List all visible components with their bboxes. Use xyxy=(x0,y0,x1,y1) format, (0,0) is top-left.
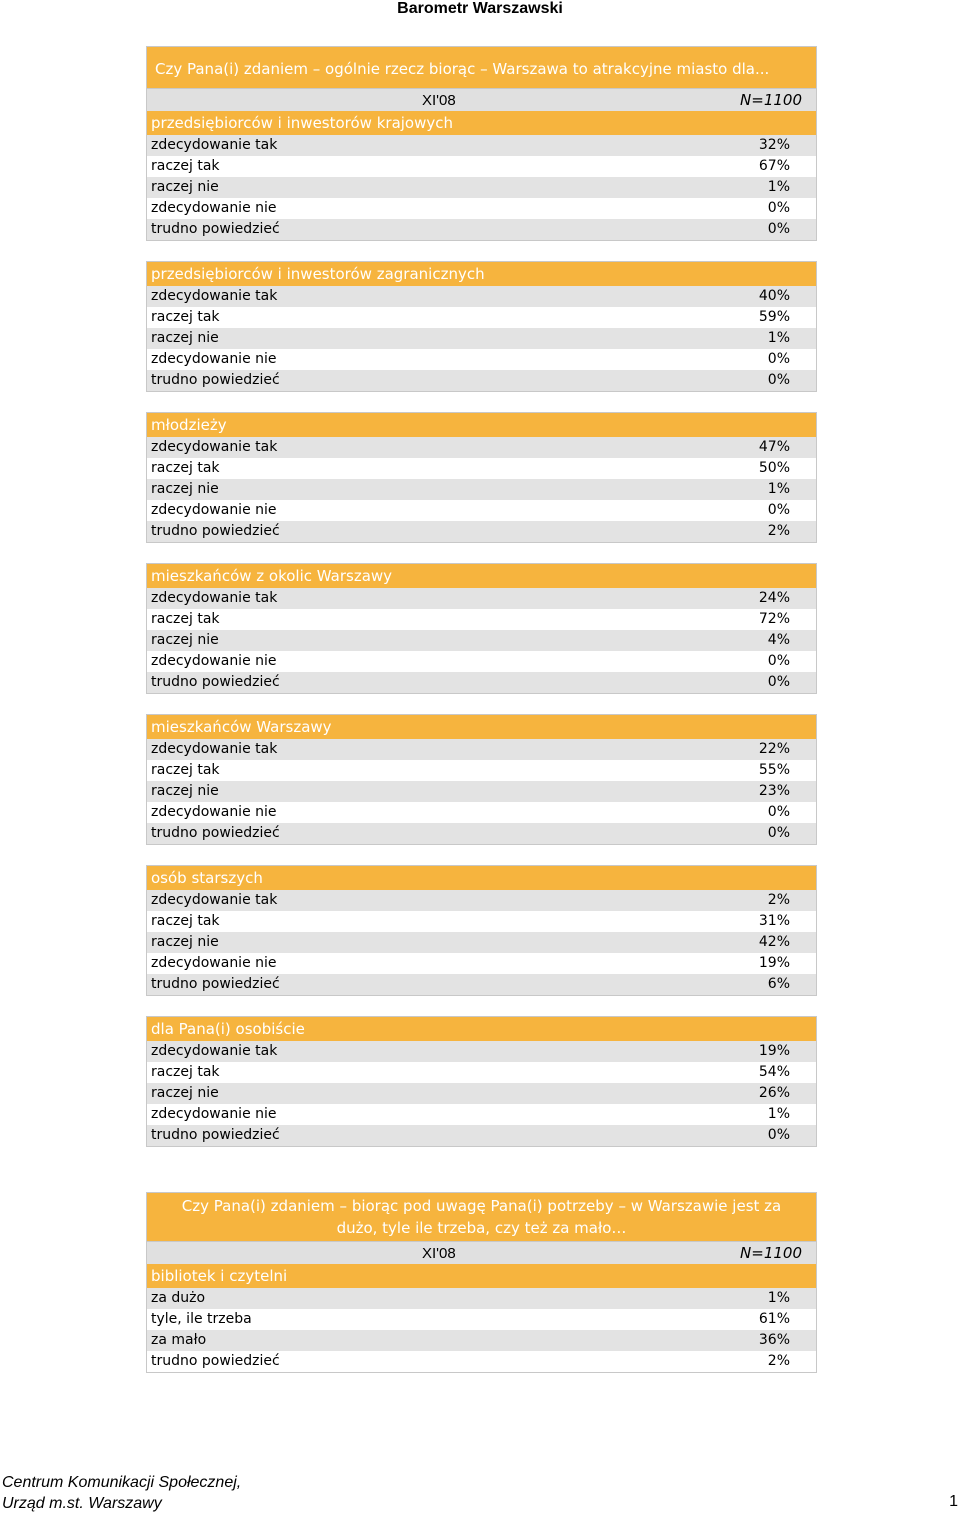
table-row xyxy=(147,823,816,844)
table-row xyxy=(147,1351,816,1372)
answer-percentage: 1% xyxy=(767,481,790,497)
answer-label: raczej tak xyxy=(151,913,220,929)
answer-percentage: 61% xyxy=(758,1311,790,1327)
answer-percentage: 22% xyxy=(758,741,790,757)
table-row xyxy=(147,651,816,672)
answer-percentage: 59% xyxy=(758,309,790,325)
answer-percentage: 23% xyxy=(758,783,790,799)
table-section xyxy=(146,412,817,543)
answer-percentage: 67% xyxy=(758,158,790,174)
table-row xyxy=(147,630,816,651)
section-rows xyxy=(147,890,816,995)
section-title: przedsiębiorców i inwestorów zagranicznych xyxy=(147,262,816,286)
section-rows xyxy=(147,286,816,391)
table-row xyxy=(147,328,816,349)
answer-percentage: 26% xyxy=(758,1085,790,1101)
answer-label: raczej nie xyxy=(151,1085,219,1101)
answer-percentage: 0% xyxy=(767,502,790,518)
section-rows xyxy=(147,437,816,542)
section-title: przedsiębiorców i inwestorów krajowych xyxy=(147,111,816,135)
answer-label: trudno powiedzieć xyxy=(151,372,280,388)
table-row xyxy=(147,911,816,932)
footer-office: Urząd m.st. Warszawy xyxy=(2,1495,162,1512)
answer-percentage: 1% xyxy=(767,1106,790,1122)
answer-label: trudno powiedzieć xyxy=(151,1353,280,1369)
table-row xyxy=(147,1062,816,1083)
answer-label: raczej nie xyxy=(151,783,219,799)
table-section xyxy=(146,865,817,996)
table-row xyxy=(147,307,816,328)
page-number: 1 xyxy=(949,1493,958,1510)
sample-size: N=1100 xyxy=(740,91,802,109)
answer-percentage: 2% xyxy=(767,523,790,539)
answer-label: zdecydowanie tak xyxy=(151,1043,278,1059)
question-2-table xyxy=(146,1192,817,1393)
table-row xyxy=(147,760,816,781)
page-title: Barometr Warszawski xyxy=(397,0,563,17)
answer-label: za mało xyxy=(151,1332,207,1348)
table-row xyxy=(147,1104,816,1125)
answer-label: zdecydowanie nie xyxy=(151,653,277,669)
answer-percentage: 47% xyxy=(758,439,790,455)
table-row xyxy=(147,521,816,542)
table-row xyxy=(147,500,816,521)
answer-percentage: 0% xyxy=(767,825,790,841)
answer-percentage: 0% xyxy=(767,200,790,216)
table-row xyxy=(147,1041,816,1062)
answer-percentage: 55% xyxy=(758,762,790,778)
answer-percentage: 0% xyxy=(767,351,790,367)
answer-percentage: 40% xyxy=(758,288,790,304)
section-title: dla Pana(i) osobiście xyxy=(147,1017,816,1041)
answer-label: raczej tak xyxy=(151,309,220,325)
answer-label: raczej tak xyxy=(151,611,220,627)
answer-label: trudno powiedzieć xyxy=(151,1127,280,1143)
table-row xyxy=(147,458,816,479)
answer-label: raczej tak xyxy=(151,1064,220,1080)
table-section xyxy=(146,1016,817,1147)
answer-label: raczej tak xyxy=(151,762,220,778)
table-row xyxy=(147,609,816,630)
answer-label: zdecydowanie tak xyxy=(151,137,278,153)
answer-percentage: 0% xyxy=(767,372,790,388)
answer-percentage: 42% xyxy=(758,934,790,950)
table-row xyxy=(147,932,816,953)
answer-label: zdecydowanie nie xyxy=(151,502,277,518)
table-row xyxy=(147,437,816,458)
question-1-sections xyxy=(146,111,817,1147)
table-row xyxy=(147,349,816,370)
survey-period: XI'08 xyxy=(422,1244,456,1262)
answer-percentage: 50% xyxy=(758,460,790,476)
answer-percentage: 19% xyxy=(758,955,790,971)
answer-label: raczej nie xyxy=(151,179,219,195)
section-rows xyxy=(147,739,816,844)
answer-label: zdecydowanie tak xyxy=(151,288,278,304)
answer-label: raczej nie xyxy=(151,330,219,346)
question-2-meta xyxy=(146,1242,817,1264)
table-row xyxy=(147,588,816,609)
answer-label: zdecydowanie tak xyxy=(151,590,278,606)
answer-label: raczej nie xyxy=(151,934,219,950)
footer xyxy=(2,1472,241,1514)
table-row xyxy=(147,198,816,219)
answer-percentage: 1% xyxy=(767,179,790,195)
answer-percentage: 72% xyxy=(758,611,790,627)
answer-label: trudno powiedzieć xyxy=(151,674,280,690)
table-row xyxy=(147,219,816,240)
question-2-sections xyxy=(146,1264,817,1373)
section-title: młodzieży xyxy=(147,413,816,437)
table-row xyxy=(147,953,816,974)
answer-label: trudno powiedzieć xyxy=(151,825,280,841)
table-row xyxy=(147,370,816,391)
table-row xyxy=(147,1083,816,1104)
section-title: bibliotek i czytelni xyxy=(147,1264,816,1288)
table-section xyxy=(146,261,817,392)
answer-percentage: 0% xyxy=(767,221,790,237)
answer-percentage: 1% xyxy=(767,330,790,346)
answer-percentage: 36% xyxy=(758,1332,790,1348)
answer-label: raczej tak xyxy=(151,460,220,476)
answer-percentage: 4% xyxy=(767,632,790,648)
section-rows xyxy=(147,1041,816,1146)
answer-label: zdecydowanie nie xyxy=(151,200,277,216)
table-row xyxy=(147,781,816,802)
sample-size: N=1100 xyxy=(740,1244,802,1262)
answer-percentage: 6% xyxy=(767,976,790,992)
answer-label: zdecydowanie tak xyxy=(151,439,278,455)
question-1-title: Czy Pana(i) zdaniem – ogólnie rzecz biorąc – Warszawa to atrakcyjne miasto dla... xyxy=(146,46,817,89)
table-section xyxy=(146,563,817,694)
table-row xyxy=(147,156,816,177)
answer-percentage: 0% xyxy=(767,1127,790,1143)
question-1-table xyxy=(146,46,817,1167)
answer-label: trudno powiedzieć xyxy=(151,976,280,992)
table-row xyxy=(147,1288,816,1309)
answer-label: raczej tak xyxy=(151,158,220,174)
answer-label: trudno powiedzieć xyxy=(151,221,280,237)
answer-percentage: 32% xyxy=(758,137,790,153)
table-row xyxy=(147,739,816,760)
answer-percentage: 0% xyxy=(767,653,790,669)
table-section xyxy=(146,111,817,241)
answer-label: raczej nie xyxy=(151,481,219,497)
table-row xyxy=(147,1309,816,1330)
answer-percentage: 2% xyxy=(767,1353,790,1369)
section-title: osób starszych xyxy=(147,866,816,890)
survey-period: XI'08 xyxy=(422,91,456,109)
answer-percentage: 24% xyxy=(758,590,790,606)
answer-percentage: 19% xyxy=(758,1043,790,1059)
table-row xyxy=(147,479,816,500)
answer-percentage: 2% xyxy=(767,892,790,908)
section-rows xyxy=(147,588,816,693)
answer-label: trudno powiedzieć xyxy=(151,523,280,539)
table-row xyxy=(147,802,816,823)
table-row xyxy=(147,672,816,693)
answer-label: zdecydowanie nie xyxy=(151,955,277,971)
answer-label: zdecydowanie nie xyxy=(151,804,277,820)
answer-percentage: 1% xyxy=(767,1290,790,1306)
answer-label: zdecydowanie nie xyxy=(151,1106,277,1122)
section-rows xyxy=(147,1288,816,1372)
answer-label: tyle, ile trzeba xyxy=(151,1311,252,1327)
table-row xyxy=(147,1330,816,1351)
answer-label: zdecydowanie tak xyxy=(151,892,278,908)
table-section xyxy=(146,1264,817,1373)
section-rows xyxy=(147,135,816,240)
table-row xyxy=(147,135,816,156)
answer-percentage: 0% xyxy=(767,804,790,820)
question-2-title: Czy Pana(i) zdaniem – biorąc pod uwagę Pana(i) potrzeby – w Warszawie jest za dużo, tyle ile trzeba, czy też za mało… xyxy=(146,1192,817,1242)
table-row xyxy=(147,974,816,995)
answer-label: zdecydowanie nie xyxy=(151,351,277,367)
answer-label: zdecydowanie tak xyxy=(151,741,278,757)
table-row xyxy=(147,286,816,307)
table-section xyxy=(146,714,817,845)
answer-percentage: 54% xyxy=(758,1064,790,1080)
section-title: mieszkańców z okolic Warszawy xyxy=(147,564,816,588)
table-row xyxy=(147,890,816,911)
answer-label: za dużo xyxy=(151,1290,206,1306)
section-title: mieszkańców Warszawy xyxy=(147,715,816,739)
footer-organization: Centrum Komunikacji Społecznej, xyxy=(2,1474,242,1491)
table-row xyxy=(147,177,816,198)
answer-percentage: 31% xyxy=(758,913,790,929)
table-row xyxy=(147,1125,816,1146)
answer-percentage: 0% xyxy=(767,674,790,690)
question-1-meta xyxy=(146,89,817,111)
answer-label: raczej nie xyxy=(151,632,219,648)
